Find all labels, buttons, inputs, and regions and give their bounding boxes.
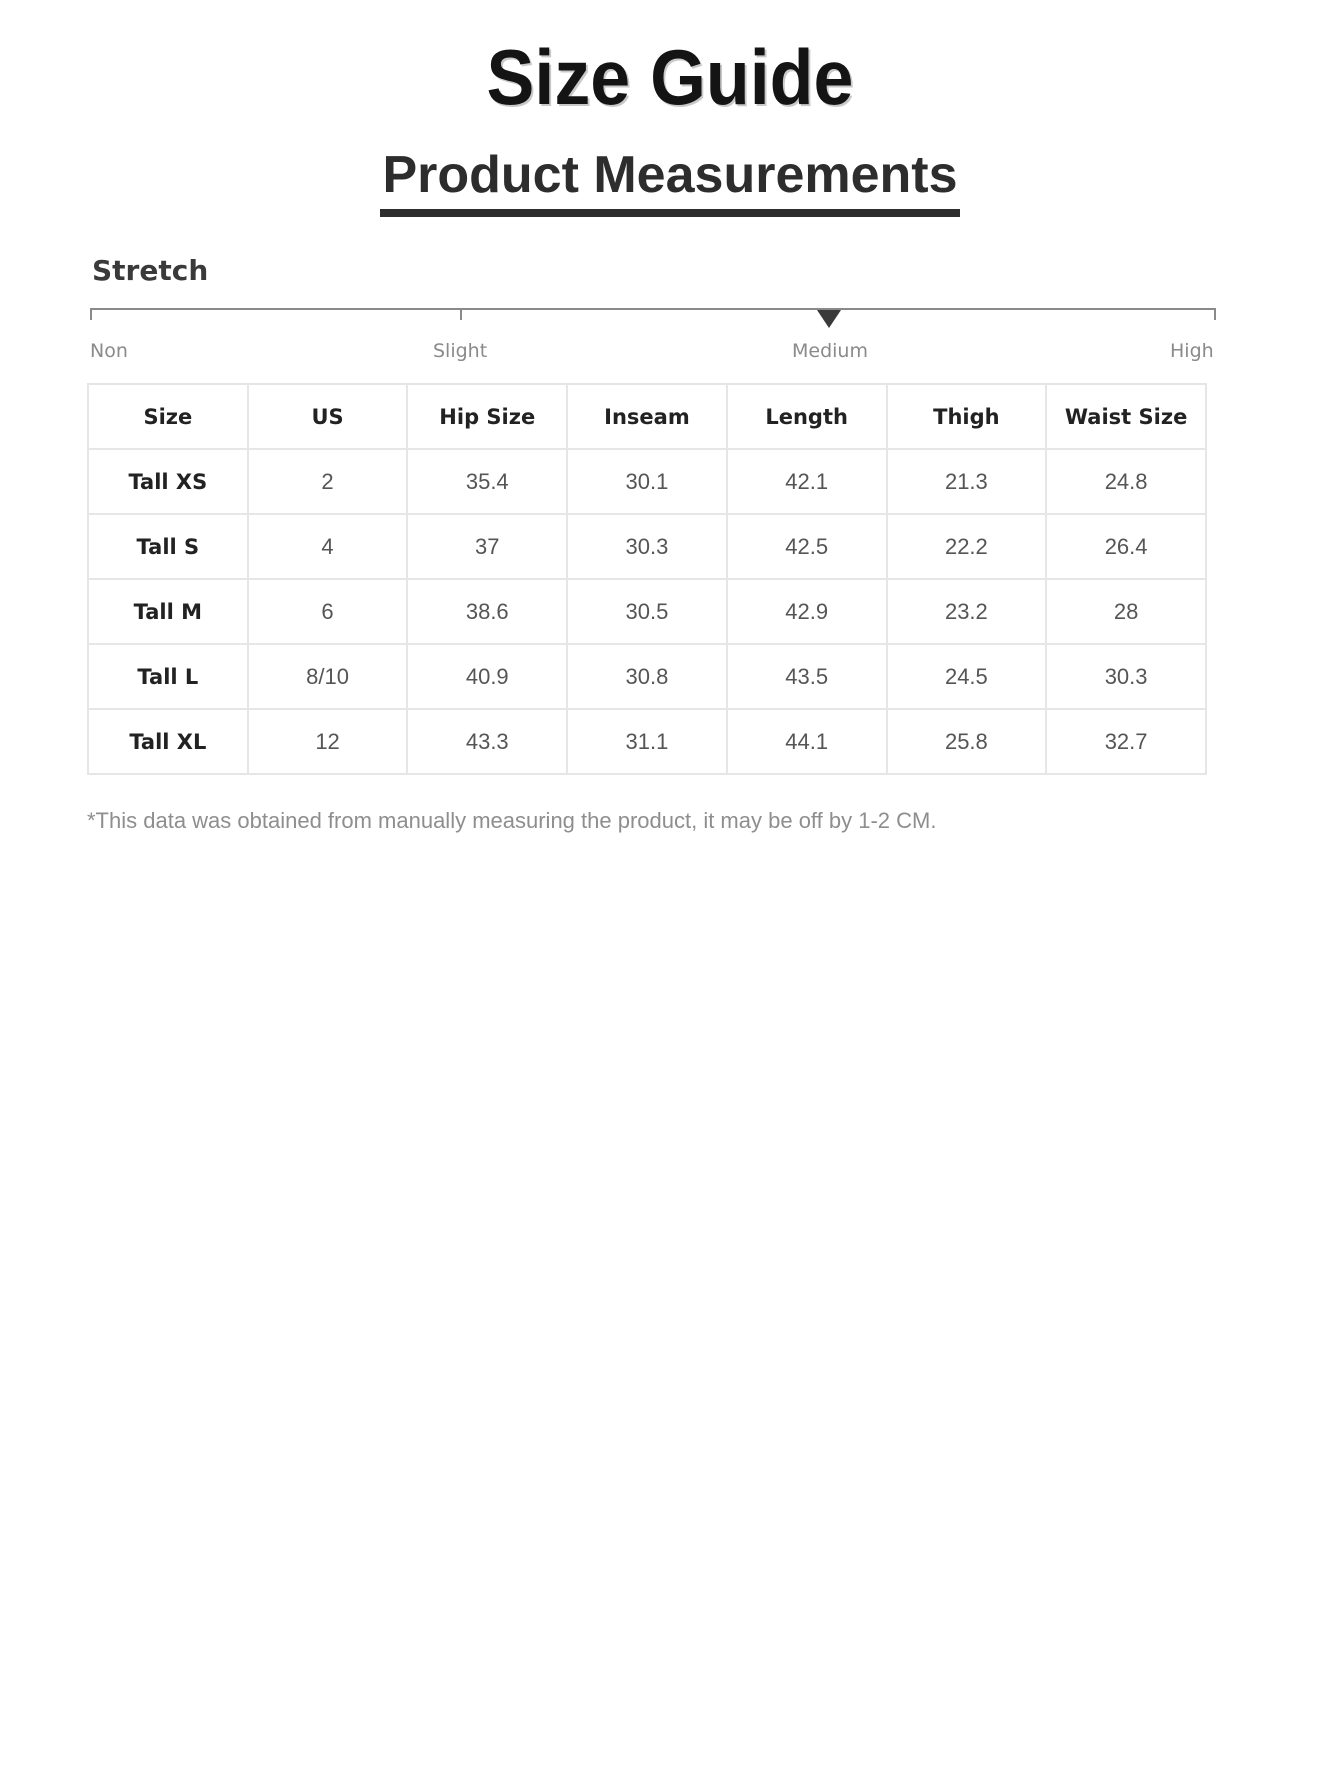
stretch-level-slight: Slight (433, 340, 488, 362)
column-header: Thigh (887, 384, 1047, 449)
table-row (88, 709, 1206, 774)
table-cell: 4 (248, 514, 408, 579)
page-title: Size Guide (486, 33, 854, 121)
stretch-scale (90, 308, 1216, 362)
table-cell: 43.5 (727, 644, 887, 709)
table-cell: 6 (248, 579, 408, 644)
stretch-label: Stretch (92, 254, 209, 287)
stretch-scale-line (90, 308, 1216, 310)
table-cell-size: Tall L (88, 644, 248, 709)
table-cell: 25.8 (887, 709, 1047, 774)
column-header: Waist Size (1046, 384, 1206, 449)
stretch-marker-icon (817, 310, 841, 328)
measurement-note: *This data was obtained from manually measuring the product, it may be off by 1-2 CM. (87, 808, 937, 833)
table-cell: 21.3 (887, 449, 1047, 514)
table-cell: 8/10 (248, 644, 408, 709)
stretch-tick-non (90, 308, 92, 320)
column-header: US (248, 384, 408, 449)
size-table (87, 383, 1207, 775)
table-cell: 24.8 (1046, 449, 1206, 514)
stretch-level-medium: Medium (792, 340, 868, 362)
column-header: Length (727, 384, 887, 449)
table-cell: 44.1 (727, 709, 887, 774)
section-subtitle: Product Measurements (380, 148, 959, 217)
table-cell: 12 (248, 709, 408, 774)
table-cell: 43.3 (407, 709, 567, 774)
table-row (88, 449, 1206, 514)
table-cell-size: Tall M (88, 579, 248, 644)
table-cell: 35.4 (407, 449, 567, 514)
table-cell: 30.3 (567, 514, 727, 579)
column-header: Hip Size (407, 384, 567, 449)
table-cell: 28 (1046, 579, 1206, 644)
table-cell: 42.5 (727, 514, 887, 579)
stretch-level-non: Non (90, 340, 128, 362)
table-cell-size: Tall S (88, 514, 248, 579)
table-row (88, 579, 1206, 644)
table-cell: 24.5 (887, 644, 1047, 709)
table-cell: 40.9 (407, 644, 567, 709)
table-cell-size: Tall XL (88, 709, 248, 774)
table-cell: 2 (248, 449, 408, 514)
table-cell: 32.7 (1046, 709, 1206, 774)
table-cell: 23.2 (887, 579, 1047, 644)
subtitle-container (0, 148, 1340, 217)
table-row (88, 644, 1206, 709)
table-cell: 30.3 (1046, 644, 1206, 709)
table-cell: 30.5 (567, 579, 727, 644)
table-cell: 31.1 (567, 709, 727, 774)
table-cell: 26.4 (1046, 514, 1206, 579)
table-cell: 37 (407, 514, 567, 579)
stretch-tick-slight (460, 308, 462, 320)
table-cell: 42.1 (727, 449, 887, 514)
table-cell: 30.8 (567, 644, 727, 709)
table-row (88, 514, 1206, 579)
column-header: Inseam (567, 384, 727, 449)
table-header-row (88, 384, 1206, 449)
table-cell-size: Tall XS (88, 449, 248, 514)
column-header: Size (88, 384, 248, 449)
table-cell: 30.1 (567, 449, 727, 514)
table-cell: 38.6 (407, 579, 567, 644)
table-cell: 42.9 (727, 579, 887, 644)
stretch-tick-high (1214, 308, 1216, 320)
stretch-level-high: High (1170, 340, 1214, 362)
table-cell: 22.2 (887, 514, 1047, 579)
